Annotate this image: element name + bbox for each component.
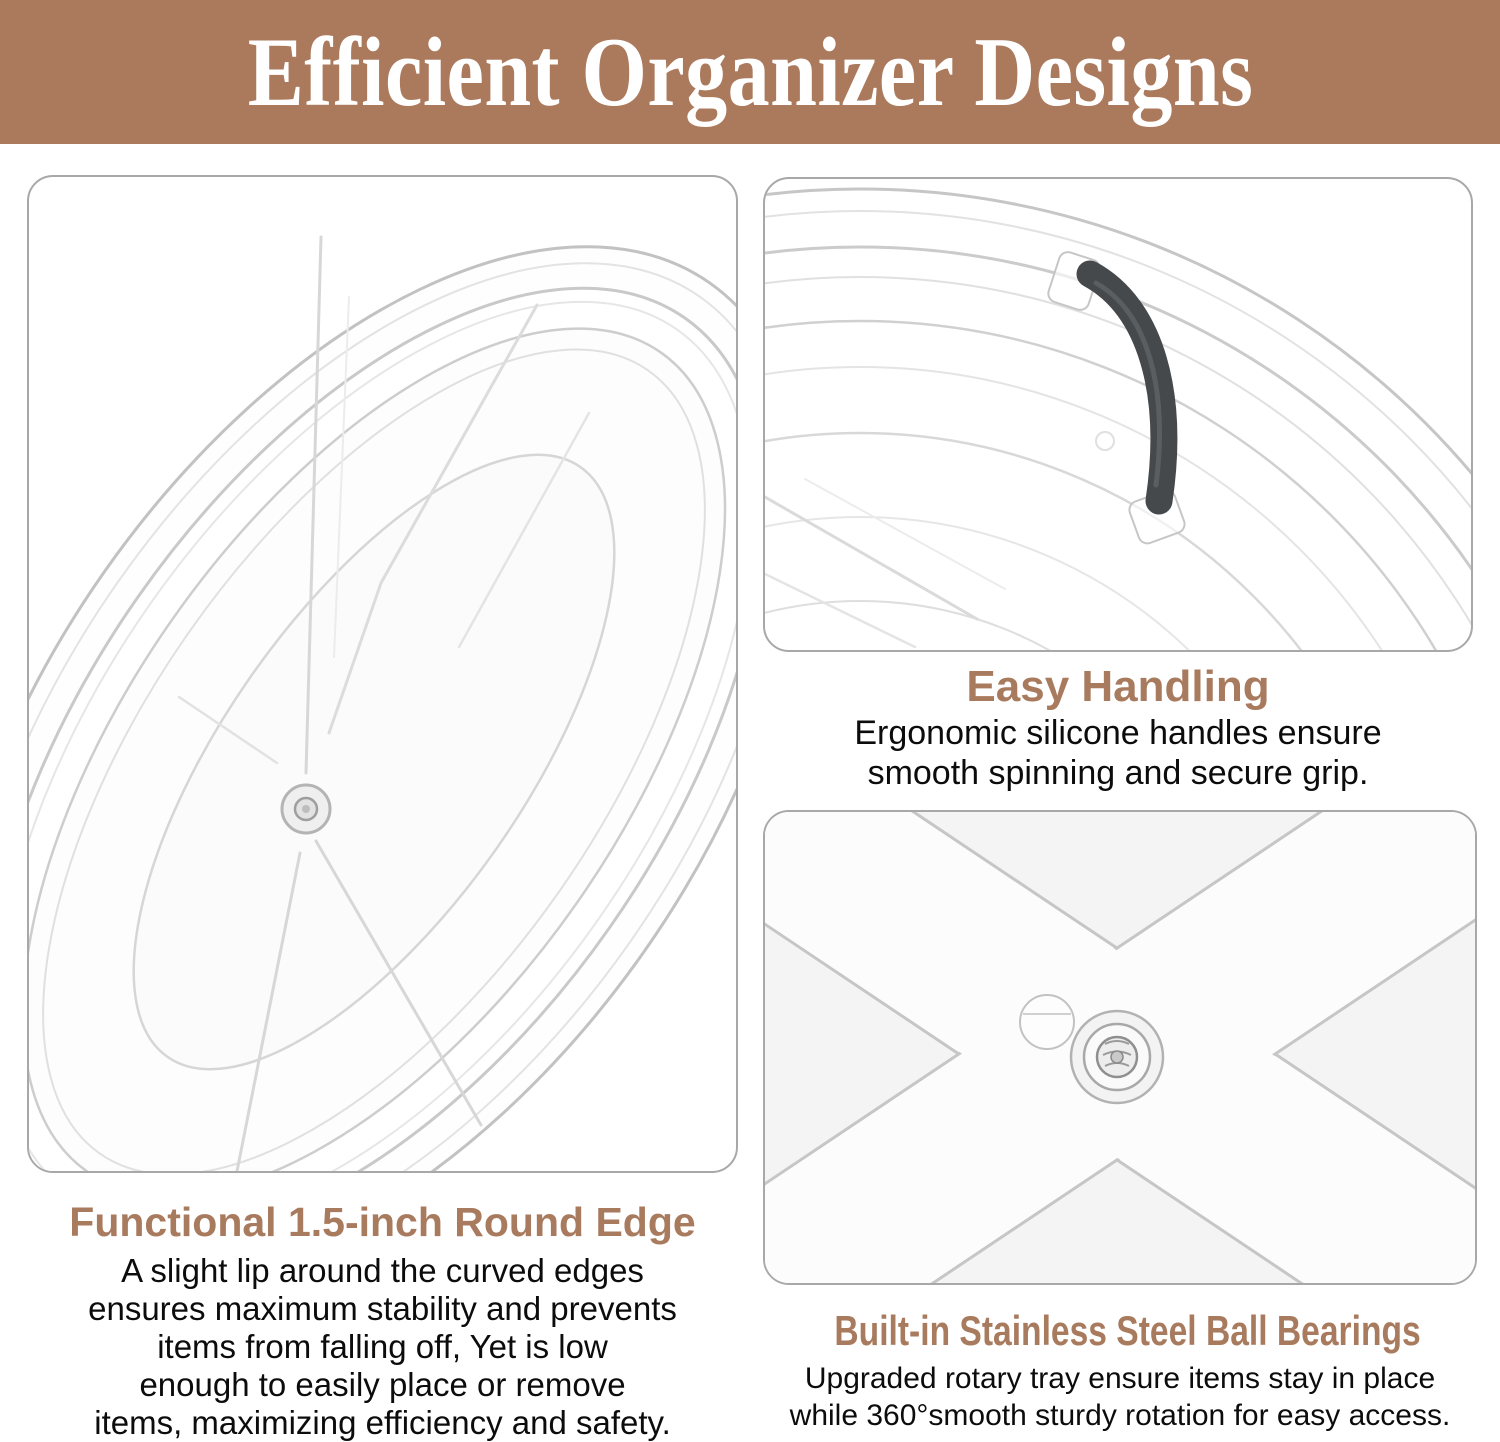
page-title: Efficient Organizer Designs bbox=[247, 17, 1253, 127]
translucent-disc bbox=[1020, 995, 1074, 1049]
round-edge-line: items from falling off, Yet is low bbox=[157, 1328, 608, 1365]
ball-bearings-line: while 360°smooth sturdy rotation for easy access. bbox=[789, 1399, 1451, 1432]
photo-panel-turntable-angled bbox=[27, 175, 738, 1173]
easy-handling-line: Ergonomic silicone handles ensure bbox=[854, 714, 1382, 752]
round-edge-heading: Functional 1.5-inch Round Edge bbox=[69, 1199, 696, 1245]
header-banner bbox=[0, 0, 1500, 144]
round-edge-line: enough to easily place or remove bbox=[139, 1366, 626, 1403]
ball-bearings-heading: Built-in Stainless Steel Ball Bearings bbox=[834, 1307, 1421, 1354]
section-round-edge bbox=[27, 1196, 738, 1442]
center-bearing-screw bbox=[1071, 1011, 1163, 1103]
photo-panel-handle-closeup bbox=[763, 177, 1473, 652]
turntable-rim-rings bbox=[29, 177, 736, 1171]
inner-divider-lines bbox=[765, 432, 1114, 647]
section-ball-bearings bbox=[763, 1306, 1477, 1434]
easy-handling-heading: Easy Handling bbox=[966, 662, 1270, 711]
tray-rim-arcs bbox=[765, 189, 1471, 650]
round-edge-line: ensures maximum stability and prevents bbox=[88, 1290, 677, 1327]
easy-handling-line: smooth spinning and secure grip. bbox=[867, 754, 1369, 792]
section-easy-handling bbox=[763, 661, 1473, 793]
center-hub bbox=[282, 785, 330, 833]
base-bearings-illustration bbox=[765, 812, 1475, 1283]
ball-bearings-line: Upgraded rotary tray ensure items stay in place bbox=[804, 1362, 1436, 1395]
round-edge-line: A slight lip around the curved edges bbox=[121, 1252, 644, 1289]
photo-panel-base-bearings bbox=[763, 810, 1477, 1285]
round-edge-line: items, maximizing efficiency and safety. bbox=[94, 1404, 671, 1441]
handle-closeup-illustration bbox=[765, 179, 1471, 650]
turntable-angled-illustration bbox=[29, 177, 736, 1171]
